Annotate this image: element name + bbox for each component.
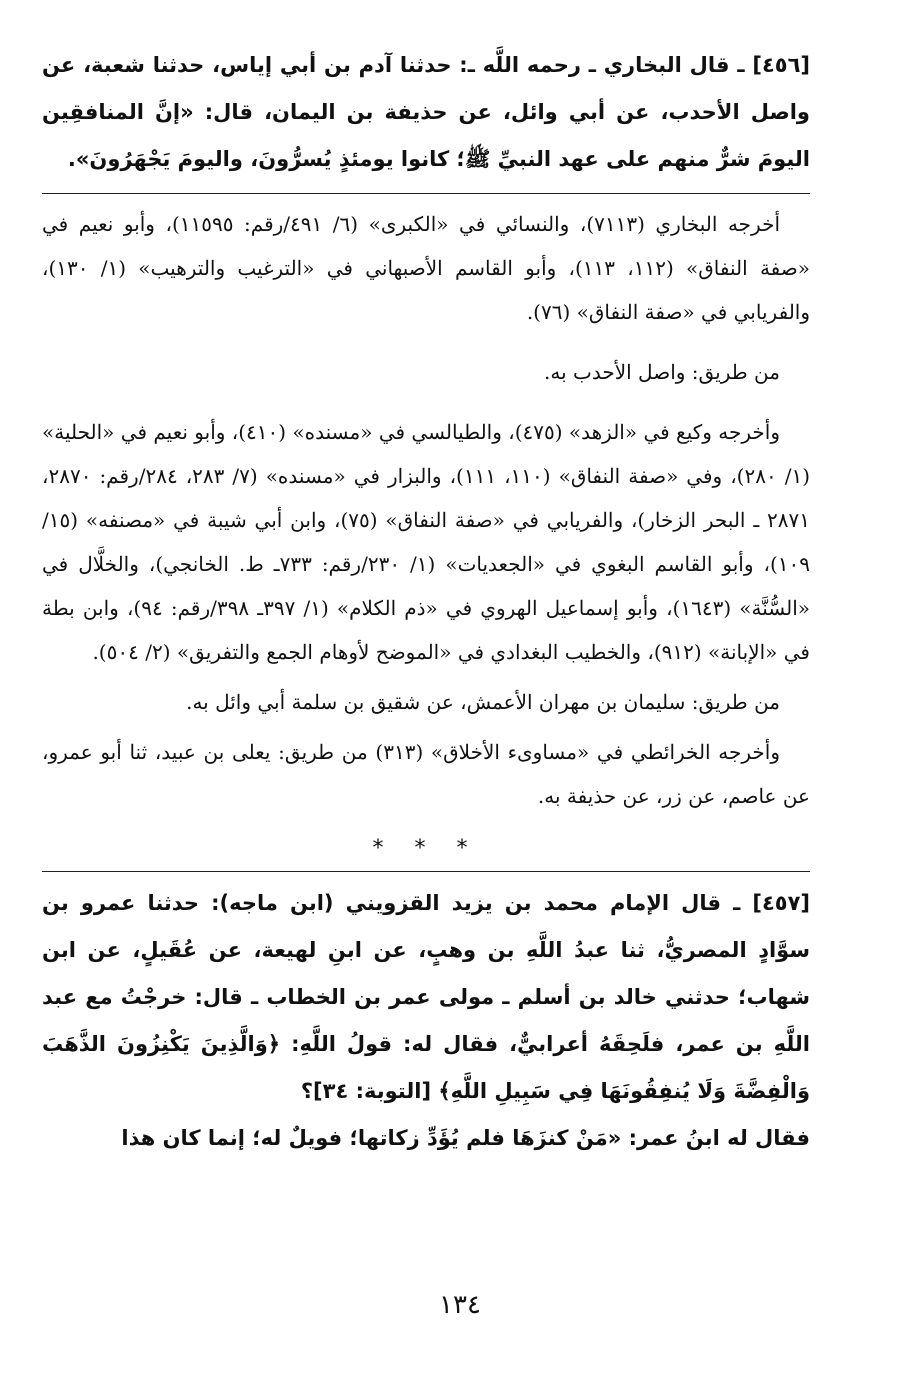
hadith-457-continuation: فقال له ابنُ عمر: «مَنْ كنزَهَا فلم يُؤَدِّ زكاتها؛ فويلٌ له؛ إنما كان هذا xyxy=(121,1126,810,1150)
takhrij-paragraph-1: أخرجه البخاري (٧١١٣)، والنسائي في «الكبرى» (٦/ ٤٩١/رقم: ١١٥٩٥)، وأبو نعيم في «صفة النفاق» (١١٢، ١١٣)، وأبو القاسم الأصبهاني في «الترغيب والترهيب» (١/ ١٣٠)، والفريابي في «صفة النفاق» (٧٦). xyxy=(42,212,810,324)
takhrij-path-2: من طريق: سليمان بن مهران الأعمش، عن شقيق بن سلمة أبي وائل به. xyxy=(186,690,780,714)
takhrij-paragraph-3: وأخرجه الخرائطي في «مساوىء الأخلاق» (٣١٣) من طريق: يعلى بن عبيد، ثنا أبو عمرو، عن عاصم، عن زر، عن حذيفة به. xyxy=(42,740,810,808)
section-divider-2 xyxy=(42,871,810,872)
page-number: ١٣٤ xyxy=(439,1290,481,1320)
section-divider xyxy=(42,193,810,194)
takhrij-path-1: من طريق: واصل الأحدب به. xyxy=(544,360,780,384)
hadith-457-text: [٤٥٧] ـ قال الإمام محمد بن يزيد القزويني (ابن ماجه): حدثنا عمرو بن سوَّادٍ المصريُّ، ثنا عبدُ اللَّهِ بن وهبٍ، عن ابنِ لهيعة، عن عُقَيلٍ، عن ابن شهاب؛ حدثني خالد بن أسلم ـ مولى عمر بن الخطاب ـ قال: خرجْتُ مع عبد اللَّهِ بن عمر، فلَحِقَهُ أعرابيٌّ، فقال له: قولُ اللَّهِ: ﴿وَالَّذِينَ يَكْنِزُونَ الذَّهَبَ وَالْفِضَّةَ وَلَا يُنفِقُونَهَا فِي سَبِيلِ اللَّهِ﴾ [التوبة: ٣٤]؟ xyxy=(42,891,810,1103)
book-page xyxy=(42,42,810,1162)
hadith-456-text: [٤٥٦] ـ قال البخاري ـ رحمه اللَّه ـ: حدثنا آدم بن أبي إياس، حدثنا شعبة، عن واصل الأحدب، عن أبي وائل، عن حذيفة بن اليمان، قال: «إنَّ المنافقِين اليومَ شرٌّ منهم على عهد النبيِّ ﷺ؛ كانوا يومئذٍ يُسرُّونَ، واليومَ يَجْهَرُونَ». xyxy=(42,53,810,171)
takhrij-paragraph-2: وأخرجه وكيع في «الزهد» (٤٧٥)، والطيالسي في «مسنده» (٤١٠)، وأبو نعيم في «الحلية» (١/ ٢٨٠)، وفي «صفة النفاق» (١١٠، ١١١)، والبزار في «مسنده» (٧/ ٢٨٣، ٢٨٤/رقم: ٢٨٧٠، ٢٨٧١ ـ البحر الزخار)، والفريابي في «صفة النفاق» (٧٥)، وابن أبي شيبة في «مصنفه» (١٥/ ١٠٩)، وأبو القاسم البغوي في «الجعديات» (١/ ٢٣٠/رقم: ٧٣٣ـ ط. الخانجي)، والخلَّال في «السُّنَّة» (١٦٤٣)، وأبو إسماعيل الهروي في «ذم الكلام» (١/ ٣٩٧ـ ٣٩٨/رقم: ٩٤)، وابن بطة في «الإبانة» (٩١٢)، والخطيب البغدادي في «الموضح لأوهام الجمع والتفريق» (٢/ ٥٠٤). xyxy=(42,420,811,664)
section-separator-stars: * * * xyxy=(372,836,480,861)
